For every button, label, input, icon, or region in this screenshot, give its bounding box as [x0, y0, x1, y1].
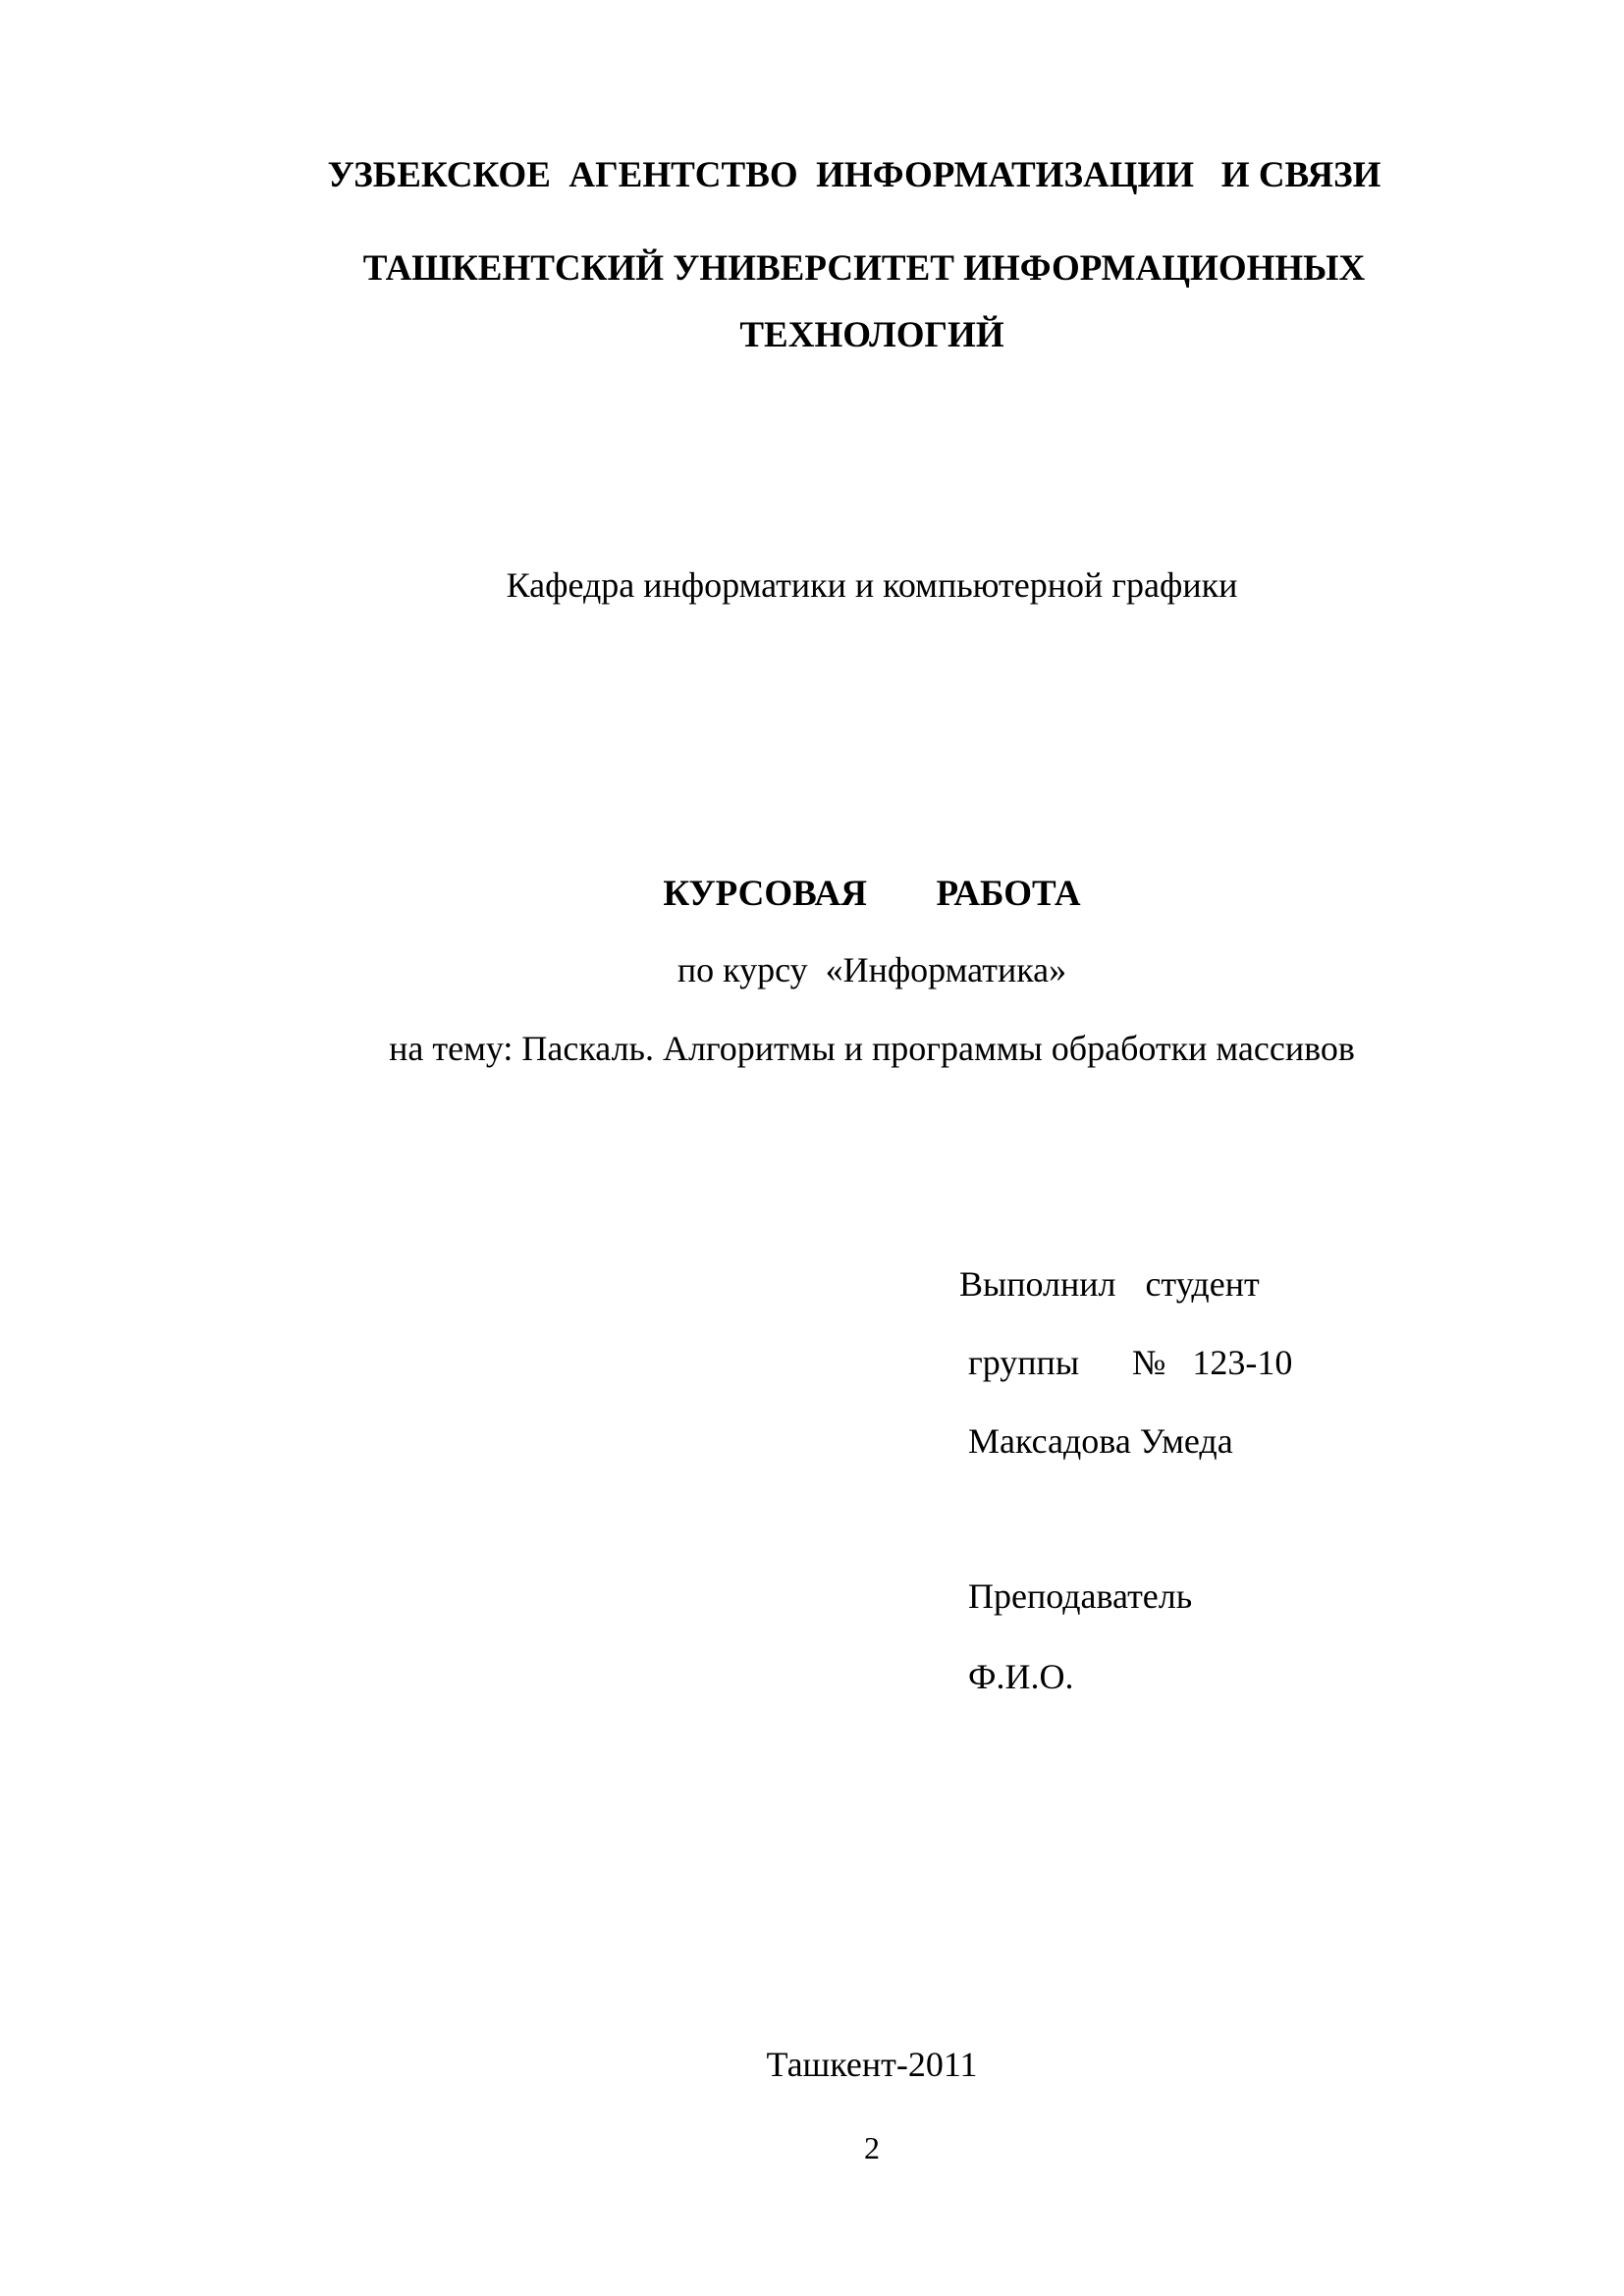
topic-line: на тему: Паскаль. Алгоритмы и программы обработки массивов: [389, 1029, 1355, 1068]
university-name-line1: ТАШКЕНТСКИЙ УНИВЕРСИТЕТ ИНФОРМАЦИОННЫХ: [362, 248, 1366, 289]
work-title: КУРСОВАЯ РАБОТА: [663, 874, 1081, 914]
agency-name: УЗБЕКСКОЕ АГЕНТСТВО ИНФОРМАТИЗАЦИИ И СВЯЗИ: [327, 155, 1381, 195]
department-name: Кафедра информатики и компьютерной графики: [506, 565, 1238, 605]
university-name-line2: ТЕХНОЛОГИЙ: [739, 315, 1004, 355]
student-label: Выполнил студент: [959, 1264, 1260, 1304]
teacher-label: Преподаватель: [968, 1576, 1193, 1616]
city-year: Ташкент-2011: [766, 2045, 978, 2084]
page-number: 2: [864, 2130, 880, 2165]
student-name: Максадова Умеда: [968, 1421, 1233, 1461]
course-line: по курсу «Информатика»: [677, 950, 1067, 989]
teacher-name: Ф.И.О.: [968, 1657, 1074, 1696]
student-group: группы № 123-10: [968, 1343, 1293, 1382]
